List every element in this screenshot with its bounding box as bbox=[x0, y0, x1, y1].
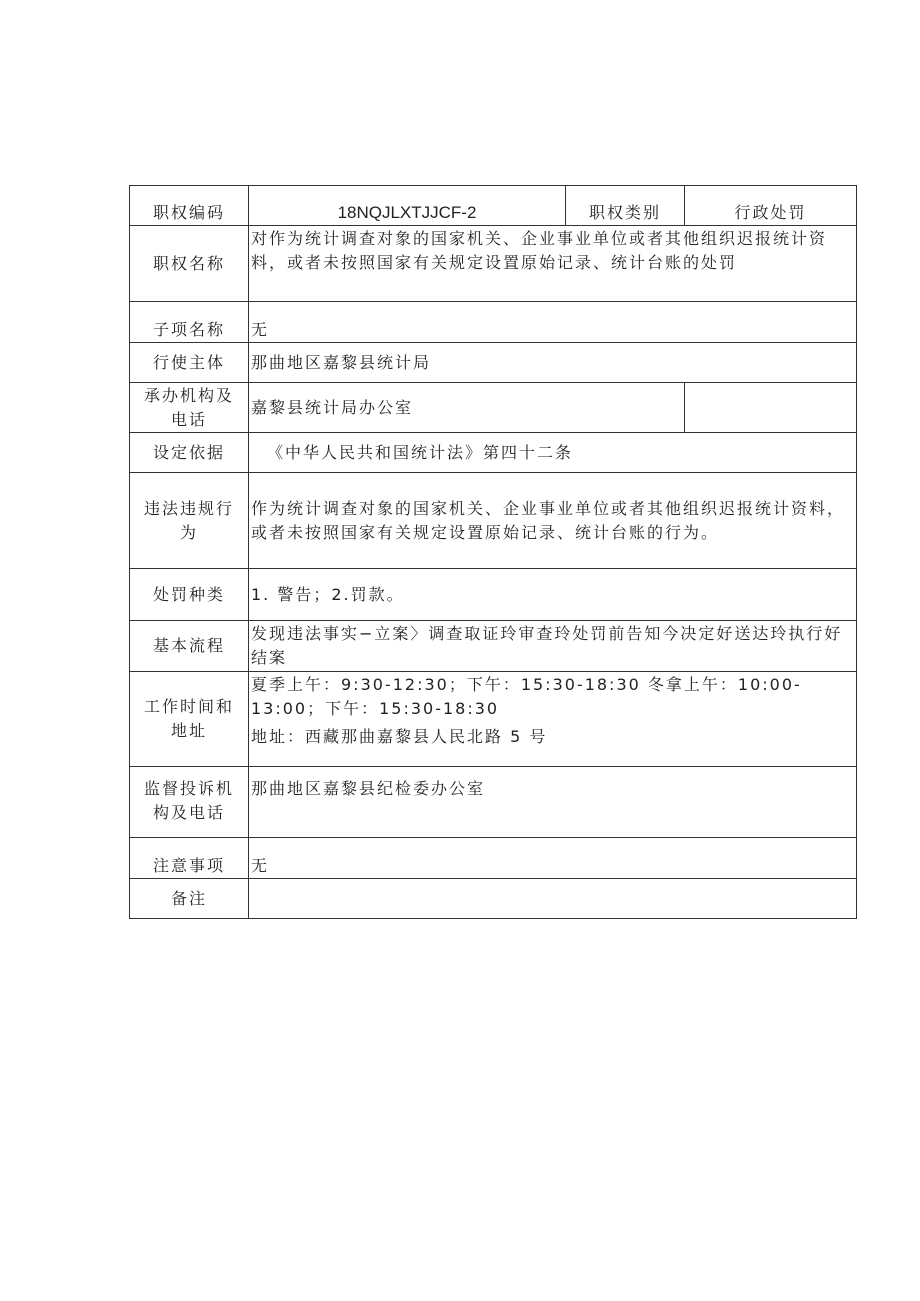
basis-label: 设定依据 bbox=[130, 433, 249, 473]
type-label: 职权类别 bbox=[566, 186, 685, 226]
code-value: 18NQJLXTJJCF-2 bbox=[249, 186, 566, 226]
authority-table bbox=[129, 185, 857, 919]
hours-value bbox=[249, 672, 857, 767]
row-office bbox=[130, 383, 857, 433]
row-code bbox=[130, 186, 857, 226]
office-label bbox=[130, 383, 249, 433]
violation-value: 作为统计调查对象的国家机关、企业事业单位或者其他组织迟报统计资料，或者未按照国家有关规定设置原始记录、统计台账的行为。 bbox=[249, 473, 857, 569]
hours-address: 地址：西藏那曲嘉黎县人民北路 5 号 bbox=[251, 727, 548, 746]
row-hours bbox=[130, 672, 857, 767]
row-penalty bbox=[130, 569, 857, 621]
process-label: 基本流程 bbox=[130, 621, 249, 672]
hours-label-line1: 工作时间和 bbox=[143, 697, 234, 716]
row-violation bbox=[130, 473, 857, 569]
penalty-label: 处罚种类 bbox=[130, 569, 249, 621]
remarks-label: 备注 bbox=[130, 879, 249, 919]
penalty-value: 1. 警告；2.罚款。 bbox=[249, 569, 857, 621]
violation-label-line2: 为 bbox=[179, 522, 198, 542]
subitem-value: 无 bbox=[249, 302, 857, 343]
office-phone bbox=[685, 383, 857, 433]
notes-label: 注意事项 bbox=[130, 838, 249, 879]
supervision-label-line2: 构及电话 bbox=[152, 803, 225, 822]
name-label: 职权名称 bbox=[130, 226, 249, 302]
office-label-line2: 电话 bbox=[170, 409, 207, 429]
row-subitem bbox=[130, 302, 857, 343]
subject-label: 行使主体 bbox=[130, 343, 249, 383]
name-value: 对作为统计调查对象的国家机关、企业事业单位或者其他组织迟报统计资料，或者未按照国家有关规定设置原始记录、统计台账的处罚 bbox=[249, 226, 857, 302]
notes-value: 无 bbox=[249, 838, 857, 879]
row-supervision bbox=[130, 767, 857, 838]
supervision-value: 那曲地区嘉黎县纪检委办公室 bbox=[249, 767, 857, 838]
row-name bbox=[130, 226, 857, 302]
supervision-label bbox=[130, 767, 249, 838]
type-value: 行政处罚 bbox=[685, 186, 857, 226]
row-subject bbox=[130, 343, 857, 383]
hours-schedule: 夏季上午：9:30-12:30；下午：15:30-18:30 冬拿上午：10:00-13:00；下午：15:30-18:30 bbox=[251, 675, 802, 718]
supervision-label-line1: 监督投诉机 bbox=[143, 779, 234, 798]
subitem-label: 子项名称 bbox=[130, 302, 249, 343]
hours-label bbox=[130, 672, 249, 767]
row-notes bbox=[130, 838, 857, 879]
remarks-value bbox=[249, 879, 857, 919]
authority-table-sheet bbox=[129, 185, 856, 919]
office-label-line1: 承办机构及 bbox=[143, 385, 234, 405]
row-basis bbox=[130, 433, 857, 473]
row-process bbox=[130, 621, 857, 672]
violation-label bbox=[130, 473, 249, 569]
process-value: 发现违法事实−立案〉调查取证玲审查玲处罚前告知今决定好送达玲执行好结案 bbox=[249, 621, 857, 672]
subject-value: 那曲地区嘉黎县统计局 bbox=[249, 343, 857, 383]
violation-label-line1: 违法违规行 bbox=[143, 498, 234, 518]
office-value: 嘉黎县统计局办公室 bbox=[249, 383, 685, 433]
row-remarks bbox=[130, 879, 857, 919]
code-label: 职权编码 bbox=[130, 186, 249, 226]
basis-value: 《中华人民共和国统计法》第四十二条 bbox=[249, 433, 857, 473]
hours-label-line2: 地址 bbox=[170, 721, 207, 740]
